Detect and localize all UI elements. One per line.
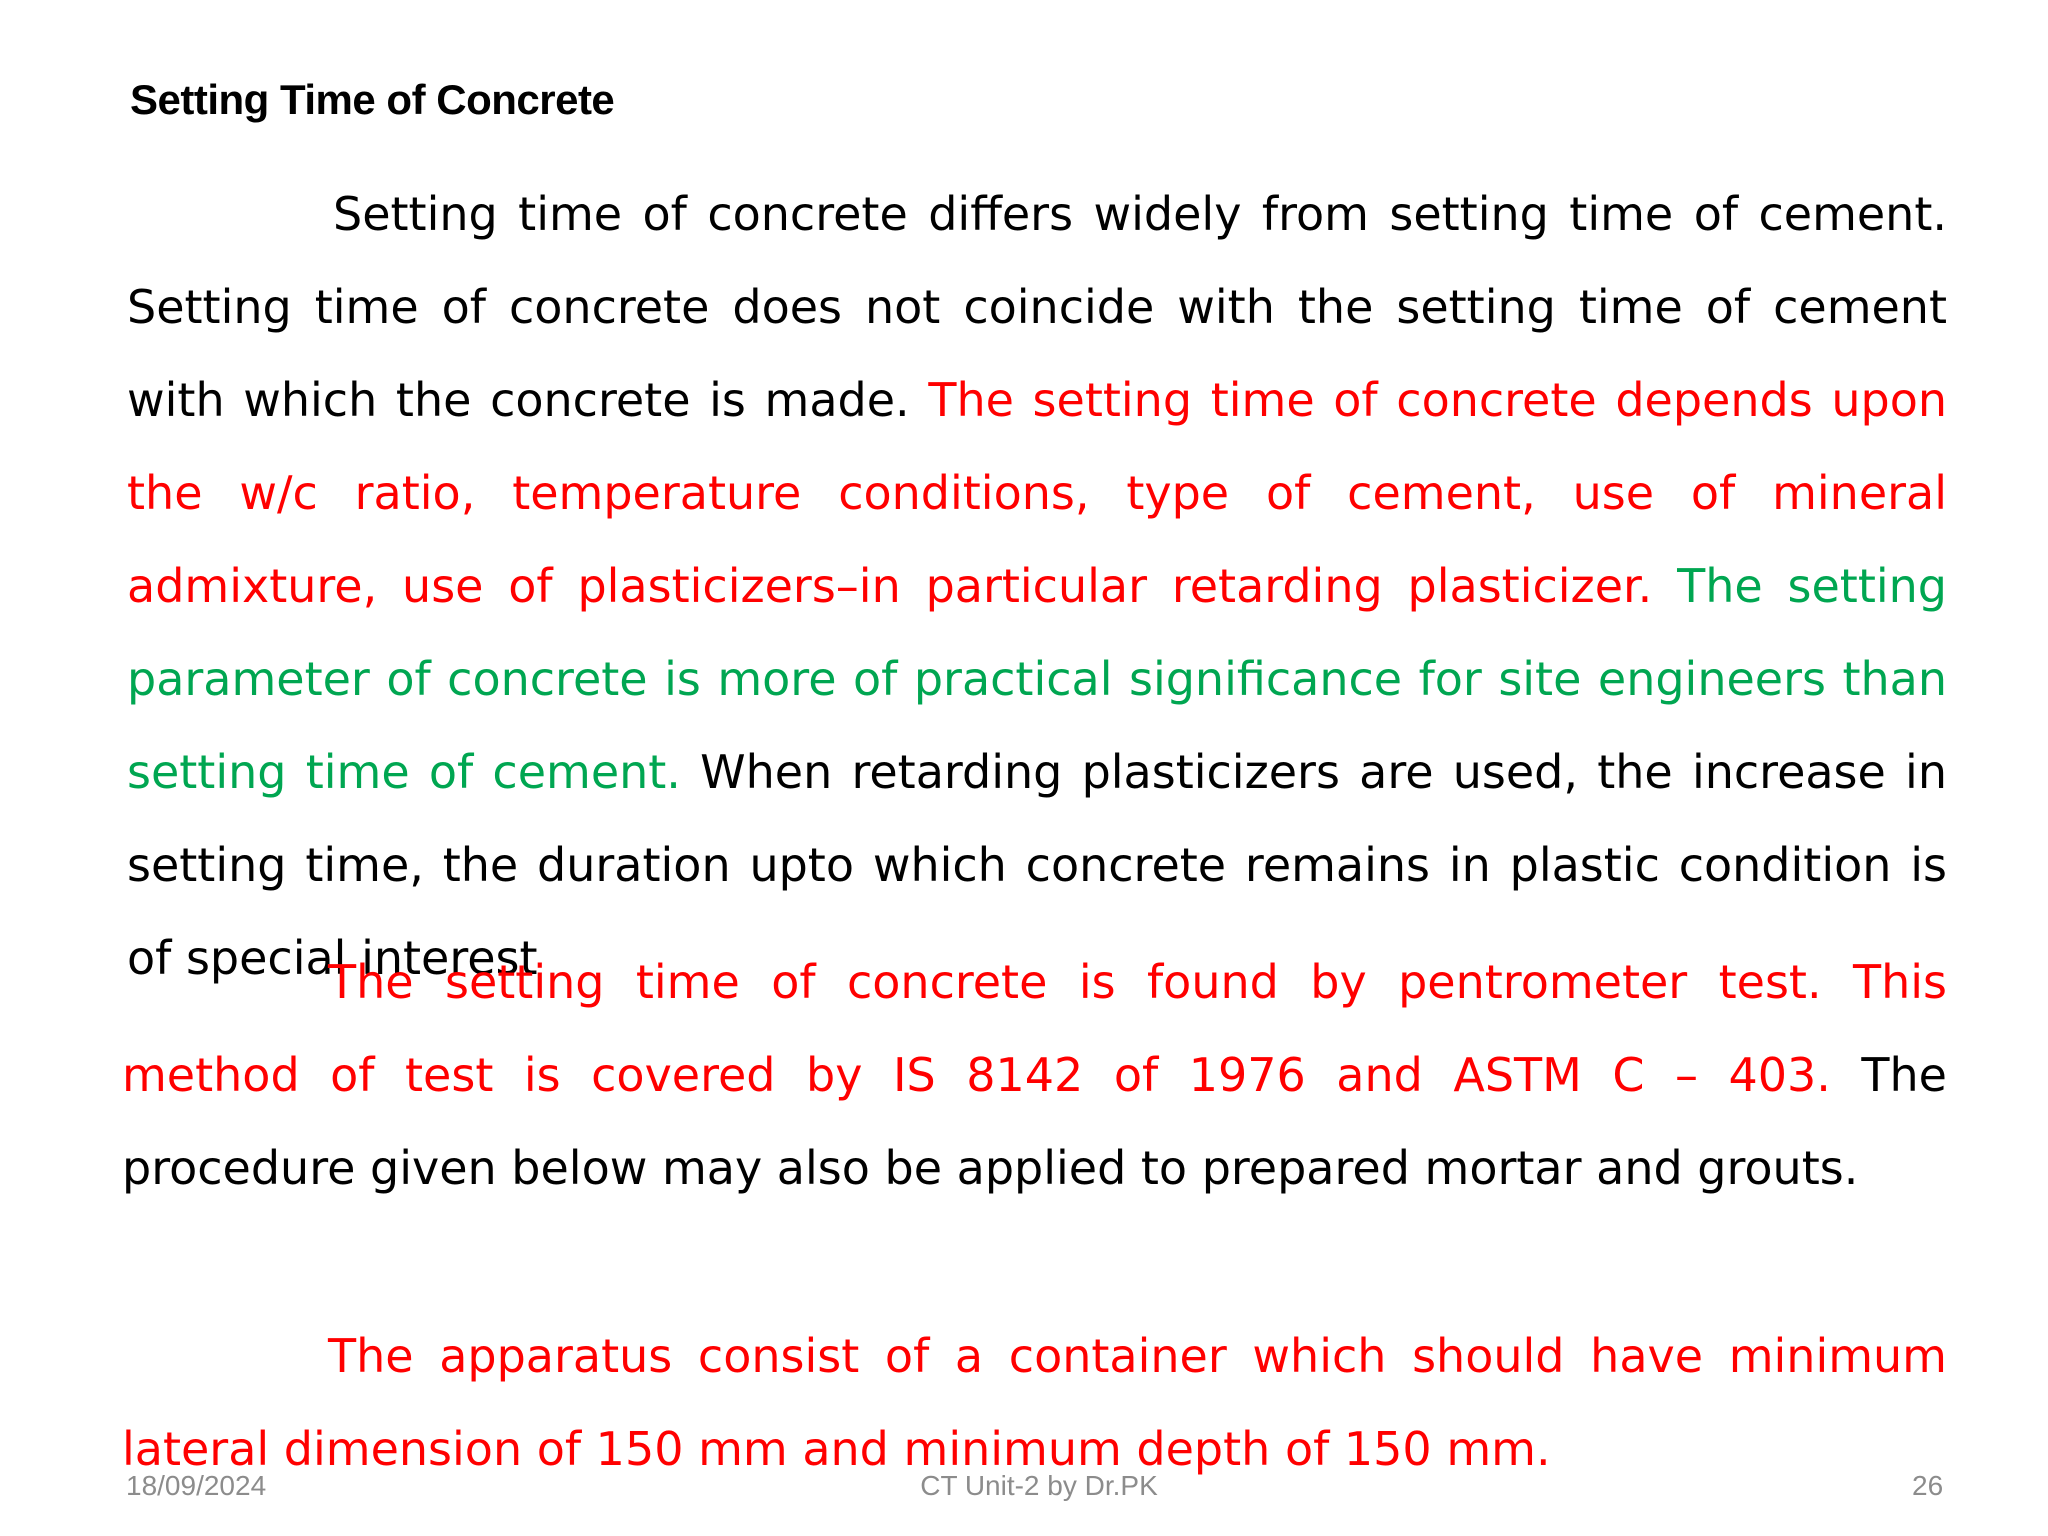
footer-date: 18/09/2024 <box>126 1470 267 1501</box>
text-red-test-method: The setting time of concrete is found by pentrometer test. This method of test is covered by IS 8142 of 1976 and ASTM C – 403. <box>122 955 1947 1102</box>
text-black-intro: Setting time of concrete differs widely from setting time of cement. Setting time of concrete does not coincide with the setting time of cement with which the concrete is made. <box>127 187 1947 427</box>
footer-page-number: 26 <box>1912 1470 1944 1501</box>
paragraph-setting-time-intro <box>127 168 1947 1005</box>
paragraph-apparatus <box>122 1310 1947 1496</box>
paragraph-penetrometer-test <box>122 936 1947 1215</box>
text-black-retarding: When retarding plasticizers are used, the increase in setting time, the duration upto which concrete remains in plastic condition is of special interest <box>127 745 1947 985</box>
text-red-dependencies: The setting time of concrete depends upon the w/c ratio, temperature conditions, type of cement, use of mineral admixture, use of plasticizers–in particular retarding plasticizer. <box>127 373 1947 613</box>
text-black-procedure: The procedure given below may also be applied to prepared mortar and grouts. <box>122 1048 1947 1195</box>
slide-title: Setting Time of Concrete <box>130 76 615 123</box>
footer-title: CT Unit-2 by Dr.PK <box>920 1470 1158 1501</box>
text-red-apparatus: The apparatus consist of a container which should have minimum lateral dimension of 150 mm and minimum depth of 150 mm. <box>122 1329 1947 1476</box>
text-green-significance: The setting parameter of concrete is more of practical significance for site engineers than setting time of cement. <box>127 559 1947 799</box>
